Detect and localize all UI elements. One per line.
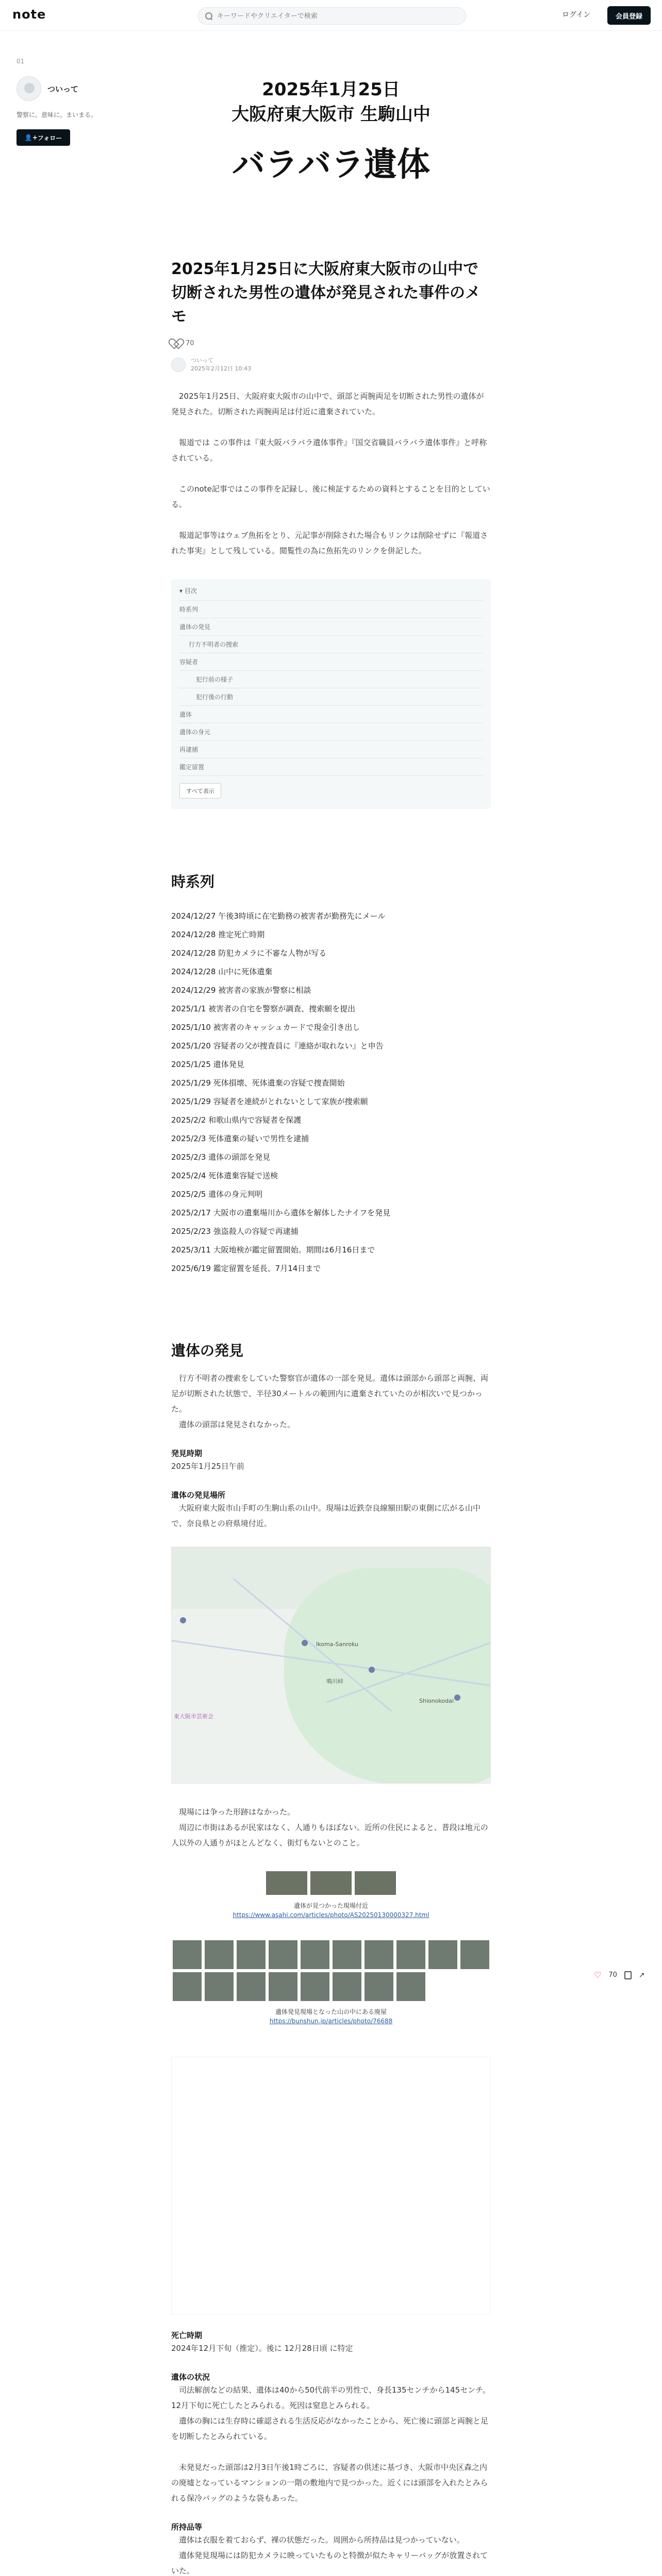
search-input[interactable] — [217, 12, 454, 20]
timeline-row: 2025/1/25 遺体発見 — [171, 1060, 244, 1069]
timeline-row: 2024/12/27 午後3時頃に在宅勤務の被害者が勤務先にメール — [171, 911, 386, 921]
photo-caption — [171, 1901, 491, 1920]
after-map-2: 周辺に市街はあるが民家はなく、人通りもほぼない。近所の住民によると、普段は地元の人以外の人通りがほとんどなく、街灯もないとのこと。 — [171, 1823, 488, 1848]
timeline-row: 2025/2/3 死体遺棄の疑いで男性を逮捕 — [171, 1134, 309, 1143]
death-time-label: 死亡時期 — [171, 2331, 203, 2340]
scene-photo[interactable] — [205, 1972, 234, 2001]
timeline-row: 2025/1/20 容疑者の父が捜査員に『連絡が取れない』と申告 — [171, 1041, 384, 1050]
caption-text: 遺体発見現場となった山の中にある廃屋 — [275, 2008, 387, 2015]
timeline-row: 2025/2/17 大阪市の遺棄場川から遺体を解体したナイフを発見 — [171, 1208, 391, 1217]
follow-button[interactable] — [16, 129, 70, 146]
timeline-row: 2025/2/4 死体遺棄容疑で送検 — [171, 1171, 278, 1180]
caption-link[interactable]: https://bunshun.jp/articles/photo/76688 — [269, 2018, 393, 2025]
timeline-heading: 時系列 — [171, 873, 215, 890]
photo-row — [171, 1871, 491, 1895]
scene-photo[interactable] — [333, 1972, 361, 2001]
toc-item[interactable]: 遺体の身元 — [179, 723, 483, 741]
login-link[interactable]: ログイン — [562, 11, 591, 19]
map-label: 東大阪市芸術会 — [174, 1713, 213, 1720]
comment-icon[interactable] — [624, 1971, 632, 1979]
timeline-list — [171, 907, 491, 1278]
map-label: Shionokodai — [419, 1698, 454, 1704]
map-pin-icon[interactable] — [180, 1617, 186, 1623]
scene-photo[interactable] — [333, 1940, 361, 1969]
toc-item[interactable]: 遺体 — [179, 706, 483, 723]
intro-paragraph-3: このnote記事ではこの事件を記録し、後に検証するための資料とすることを目的としている。 — [171, 484, 490, 509]
scene-photo[interactable] — [173, 1940, 202, 1969]
embed-placeholder — [171, 2057, 491, 2314]
scene-photo[interactable] — [301, 1940, 329, 1969]
eyecatch-line-3: バラバラ遺体 — [232, 146, 430, 184]
like-number: 70 — [186, 339, 194, 347]
author-avatar[interactable] — [171, 358, 186, 372]
creator-info[interactable] — [16, 76, 109, 101]
discovery-place-label: 遺体の発見場所 — [171, 1490, 226, 1500]
caption-link[interactable]: https://www.asahi.com/articles/photo/AS20250130000327.html — [233, 1911, 429, 1919]
map-pin-icon[interactable] — [302, 1640, 308, 1646]
after-map-1: 現場には争った形跡はなかった。 — [179, 1807, 295, 1817]
timeline-row: 2024/12/29 被害者の家族が警察に相談 — [171, 986, 311, 995]
map-label: Ikoma-Sanroku — [316, 1641, 359, 1648]
user-plus-icon: 👤+ — [24, 134, 38, 141]
items-text-1: 遺体は衣服を着ておらず、裸の状態だった。周囲から所持品は見つかっていない。 — [179, 2535, 465, 2545]
discovery-date-label: 発見時期 — [171, 1449, 203, 1458]
toc-item[interactable]: 時系列 — [179, 601, 483, 618]
toc-item[interactable]: 容疑者 — [179, 653, 483, 671]
timeline-row: 2025/2/23 強盗殺人の容疑で再逮捕 — [171, 1227, 299, 1236]
timeline-row: 2025/2/2 和歌山県内で容疑者を保護 — [171, 1115, 302, 1125]
search-icon — [205, 12, 213, 20]
discovery-intro-2: 遺体の頭部は発見されなかった。 — [179, 1420, 295, 1429]
post-date: 2025年2月12日 10:43 — [191, 365, 252, 372]
timeline-row: 2025/6/19 鑑定留置を延長、7月14日まで — [171, 1264, 321, 1273]
scene-photo[interactable] — [428, 1940, 457, 1969]
timeline-row: 2025/1/10 被害者のキャッシュカードで現金引き出し — [171, 1023, 360, 1032]
scene-photo[interactable] — [269, 1972, 297, 2001]
scene-photo[interactable] — [396, 1972, 425, 2001]
scene-photo[interactable] — [205, 1940, 234, 1969]
intro-paragraph-1: 2025年1月25日、大阪府東大阪市の山中で、頭部と両腕両足を切断された男性の遺体が発見された。切断された両腕両足は付近に遺棄されていた。 — [171, 392, 484, 416]
toc-item[interactable]: 犯行後の行動 — [179, 688, 483, 706]
head-found-text: 未発見だった頭部は2月3日午後1時ごろに、容疑者の供述に基づき、大阪市中央区森之内の廃墟となっているマンションの一階の敷地内で見つかった。近くには頭部を入れたとみられる保冷バッグのような袋もあった。 — [171, 2463, 488, 2503]
map-park-area — [284, 1568, 491, 1784]
eyecatch-line-2: 大阪府東大阪市 生駒山中 — [231, 104, 431, 125]
discovery-date-value: 2025年1月25日午前 — [171, 1462, 244, 1471]
intro-paragraph-4: 報道記事等はウェブ魚拓をとり、元記事が削除された場合もリンクは削除せずに『報道された事実』として残している。閲覧性の為に魚拓先のリンクを併記した。 — [171, 531, 488, 555]
body-state-label: 遺体の状況 — [171, 2372, 210, 2382]
follow-label: フォロー — [37, 134, 62, 142]
floating-action-bar — [594, 1970, 645, 1980]
timeline-row: 2024/12/28 推定死亡時期 — [171, 930, 265, 939]
scene-photo[interactable] — [237, 1972, 266, 2001]
intro-paragraph-2: 報道では この事件は『東大阪バラバラ遺体事件』『国交省職員バラバラ遺体事件』と呼称されている。 — [171, 438, 487, 463]
embedded-map[interactable] — [171, 1547, 491, 1784]
timeline-row: 2025/2/3 遺体の頭部を発見 — [171, 1153, 271, 1162]
toc-item[interactable]: 鑑定留置 — [179, 758, 483, 776]
toc-item[interactable]: 行方不明者の捜索 — [179, 636, 483, 653]
heart-icon[interactable] — [171, 339, 180, 347]
note-logo[interactable]: note — [12, 7, 46, 22]
author-meta — [191, 357, 251, 373]
like-count[interactable] — [171, 339, 491, 347]
toc-item[interactable]: 遺体の発見 — [179, 618, 483, 636]
heart-icon[interactable]: ♡ — [594, 1970, 602, 1980]
scene-photo[interactable] — [173, 1972, 202, 2001]
sidebar-label: 01 — [16, 58, 25, 65]
items-label: 所持品等 — [171, 2522, 203, 2532]
scene-photo[interactable] — [310, 1871, 352, 1895]
signup-button[interactable]: 会員登録 — [607, 6, 651, 25]
scene-photo[interactable] — [266, 1871, 307, 1895]
toc-item[interactable]: 再逮捕 — [179, 741, 483, 758]
photo-caption — [171, 2007, 491, 2026]
timeline-row: 2025/3/11 大阪地検が鑑定留置開始。期間は6月16日まで — [171, 1245, 375, 1255]
photo-grid — [171, 1940, 491, 2001]
share-icon[interactable]: ↗ — [638, 1971, 645, 1979]
body-state-text-1: 司法解剖などの結果、遺体は40から50代前半の男性で、身長135センチから145センチ。12月下旬に死亡したとみられる。死因は窒息とみられる。 — [171, 2385, 491, 2410]
eyecatch-image — [171, 77, 491, 185]
items-text-2: 遺体発見現場には防犯カメラに映っていたものと特徴が似たキャリーバッグが放置されていた。 — [171, 2551, 488, 2575]
author-row[interactable] — [171, 357, 491, 373]
scene-photo[interactable] — [365, 1972, 393, 2001]
article-title: 2025年1月25日に大阪府東大阪市の山中で切断された男性の遺体が発見された事件のメモ — [171, 260, 481, 326]
author-name[interactable]: ついって — [191, 357, 213, 364]
toc-head[interactable]: ▾ 目次 — [179, 586, 483, 601]
timeline-row: 2024/12/28 防犯カメラに不審な人物が写る — [171, 948, 327, 958]
toc-item[interactable]: 犯行前の様子 — [179, 671, 483, 688]
scene-photo[interactable] — [355, 1871, 396, 1895]
scene-photo[interactable] — [396, 1940, 425, 1969]
toc-show-all-button[interactable]: すべて表示 — [179, 783, 221, 799]
timeline-row: 2024/12/28 山中に死体遺棄 — [171, 967, 273, 976]
scene-photo[interactable] — [269, 1940, 297, 1969]
creator-bio: 警察に。意味に。まいまる。 — [16, 111, 97, 118]
eyecatch-line-1: 2025年1月25日 — [262, 79, 400, 100]
discovery-place-value: 大阪府東大阪市山手町の生駒山系の山中。現場は近鉄奈良線額田駅の東側に広がる山中で、奈良県との府県境付近。 — [171, 1503, 481, 1528]
creator-sidebar — [16, 58, 109, 146]
article-body — [171, 258, 491, 2576]
float-like-count: 70 — [608, 1971, 617, 1979]
timeline-row: 2025/1/29 死体損壊、死体遺棄の容疑で捜査開始 — [171, 1078, 345, 1088]
discovery-intro-1: 行方不明者の捜索をしていた警察官が遺体の一部を発見。遺体は頭部から頭部と両腕、両足が切断された状態で、半径30メートルの範囲内に遺棄されていたのが相次いで見つかった。 — [171, 1374, 489, 1414]
scene-photo[interactable] — [365, 1940, 393, 1969]
avatar[interactable] — [16, 76, 41, 101]
scene-photo[interactable] — [301, 1972, 329, 2001]
scene-photo[interactable] — [460, 1940, 489, 1969]
body-state-text-2: 遺体の胸には生存時に確認される生活反応がなかったことから、死亡後に頭部と両腕と足を切断したとみられている。 — [171, 2416, 489, 2441]
search-box[interactable] — [198, 7, 466, 25]
death-time-value: 2024年12月下旬（推定）。後に 12月28日頃 に特定 — [171, 2344, 353, 2353]
timeline-row: 2025/1/29 容疑者を連続がとれないとして家族が捜索願 — [171, 1097, 368, 1106]
scene-photo[interactable] — [237, 1940, 266, 1969]
map-pin-icon[interactable] — [454, 1694, 460, 1701]
creator-name[interactable]: ついって — [47, 84, 79, 94]
timeline-row: 2025/1/1 被害者の自宅を警察が調査、捜索願を提出 — [171, 1004, 356, 1013]
discovery-heading: 遺体の発見 — [171, 1342, 244, 1359]
map-pin-icon[interactable] — [369, 1667, 375, 1673]
caption-text: 遺体が見つかった現場付近 — [293, 1902, 368, 1909]
top-bar — [0, 0, 662, 31]
timeline-row: 2025/2/5 遺体の身元判明 — [171, 1190, 263, 1199]
table-of-contents — [171, 579, 491, 809]
map-label: 鳴川峠 — [326, 1678, 343, 1685]
